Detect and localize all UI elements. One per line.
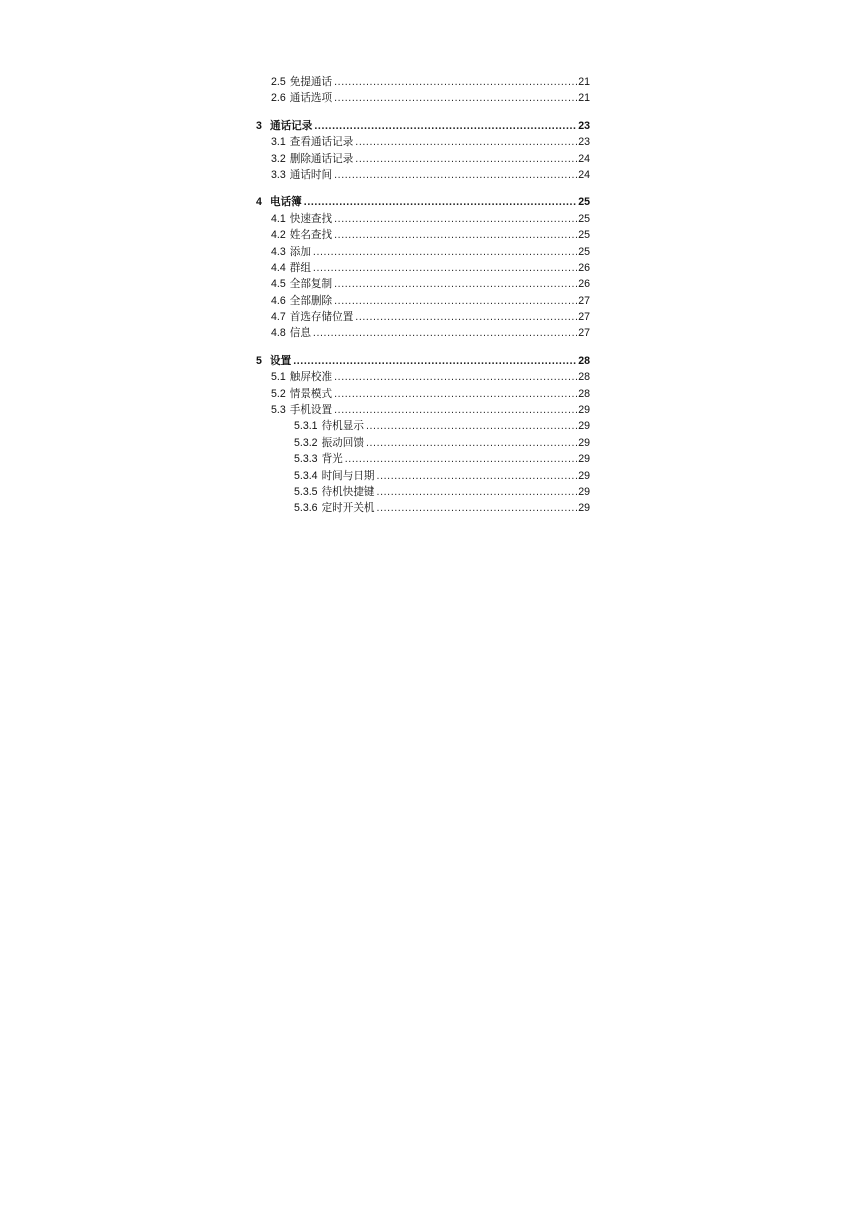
toc-entry-title: 免提通话 <box>289 76 333 88</box>
dot-leader <box>334 293 577 309</box>
toc-entry-number: 4.1 <box>271 212 286 225</box>
toc-entry-title: 手机设置 <box>289 404 333 417</box>
toc-entry-title: 全部复制 <box>289 278 333 291</box>
toc-entry[interactable] <box>256 369 590 385</box>
toc-entry-page-number: 25 <box>578 196 590 209</box>
toc-entry-title: 信息 <box>289 327 311 340</box>
toc-entry-number: 4.3 <box>271 245 286 258</box>
dot-leader <box>334 74 577 90</box>
toc-entry-title: 快速查找 <box>289 212 333 225</box>
toc-entry-title: 设置 <box>270 354 292 367</box>
toc-entry-page-number: 27 <box>578 294 590 307</box>
toc-entry[interactable] <box>256 468 590 484</box>
toc-entry-page-number: 28 <box>578 371 590 384</box>
toc-entry-page-number: 29 <box>578 420 590 433</box>
toc-entry-title: 删除通话记录 <box>289 152 354 165</box>
toc-entry-title: 背光 <box>321 453 343 466</box>
toc-entry-page-number: 28 <box>578 354 590 367</box>
dot-leader <box>334 227 577 243</box>
toc-entry-number: 4 <box>256 196 262 209</box>
toc-entry-title: 查看通话记录 <box>289 136 354 149</box>
toc-entry-page-number: 29 <box>578 469 590 482</box>
toc-entry-page-number: 27 <box>578 311 590 324</box>
toc-entry-page-number: 21 <box>578 76 590 88</box>
toc-section <box>256 74 590 107</box>
dot-leader <box>377 468 578 484</box>
toc-entry-page-number: 27 <box>578 327 590 340</box>
toc-entry[interactable] <box>256 167 590 183</box>
toc-entry-number: 2.6 <box>271 92 286 105</box>
toc-entry-title: 定时开关机 <box>321 502 375 515</box>
toc-entry-number: 4.6 <box>271 294 286 307</box>
dot-leader <box>366 418 577 434</box>
toc-entry-number: 5.3.1 <box>294 420 318 433</box>
toc-entry[interactable] <box>256 74 590 90</box>
toc-entry-number: 5.1 <box>271 371 286 384</box>
toc-entry-page-number: 29 <box>578 436 590 449</box>
dot-leader <box>355 134 577 150</box>
toc-entry-page-number: 25 <box>578 245 590 258</box>
toc-entry-title: 通话时间 <box>289 168 333 181</box>
toc-entry-title: 通话选项 <box>289 92 333 105</box>
dot-leader <box>334 402 577 418</box>
toc-entry[interactable] <box>256 451 590 467</box>
toc-entry-title: 电话簿 <box>270 196 302 209</box>
toc-entry-title: 姓名查找 <box>289 229 333 242</box>
toc-entry-number: 3 <box>256 119 262 132</box>
toc-entry-title: 添加 <box>289 245 311 258</box>
toc-entry-page-number: 25 <box>578 212 590 225</box>
toc-chapter-entry[interactable] <box>256 353 590 369</box>
toc-entry-number: 4.2 <box>271 229 286 242</box>
toc-entry[interactable] <box>256 500 590 516</box>
toc-entry-number: 5.3.6 <box>294 502 318 515</box>
toc-entry-number: 5.3 <box>271 404 286 417</box>
toc-entry[interactable] <box>256 227 590 243</box>
toc-entry-page-number: 29 <box>578 453 590 466</box>
toc-entry-page-number: 26 <box>578 278 590 291</box>
dot-leader <box>313 244 577 260</box>
toc-section <box>256 118 590 184</box>
dot-leader <box>334 90 577 106</box>
toc-entry[interactable] <box>256 276 590 292</box>
toc-entry-title: 群组 <box>289 261 311 274</box>
toc-entry[interactable] <box>256 260 590 276</box>
dot-leader <box>313 325 577 341</box>
toc-entry-title: 情景模式 <box>289 387 333 400</box>
toc-entry-page-number: 29 <box>578 502 590 515</box>
dot-leader <box>355 151 577 167</box>
dot-leader <box>334 386 577 402</box>
toc-entry-title: 待机显示 <box>321 420 364 433</box>
toc-entry-page-number: 29 <box>578 404 590 417</box>
dot-leader <box>377 484 578 500</box>
toc-entry-number: 5.3.3 <box>294 453 318 466</box>
toc-entry-title: 通话记录 <box>270 119 313 132</box>
toc-entry-page-number: 23 <box>578 136 590 149</box>
toc-entry-page-number: 29 <box>578 485 590 498</box>
toc-entry-number: 3.3 <box>271 168 286 181</box>
toc-entry-number: 5 <box>256 354 262 367</box>
toc-entry[interactable] <box>256 211 590 227</box>
dot-leader <box>334 276 577 292</box>
toc-entry[interactable] <box>256 134 590 150</box>
dot-leader <box>355 309 577 325</box>
dot-leader <box>377 500 578 516</box>
toc-entry-title: 首选存储位置 <box>289 311 354 324</box>
toc-entry-number: 5.3.5 <box>294 485 318 498</box>
dot-leader <box>313 260 577 276</box>
toc-entry-number: 5.3.4 <box>294 469 318 482</box>
toc-entry-page-number: 28 <box>578 387 590 400</box>
toc-entry-page-number: 26 <box>578 261 590 274</box>
toc-section <box>256 353 590 517</box>
toc-entry-number: 4.8 <box>271 327 286 340</box>
toc-entry-number: 4.4 <box>271 261 286 274</box>
toc-entry[interactable] <box>256 418 590 434</box>
toc-entry-number: 5.3.2 <box>294 436 318 449</box>
toc-entry-number: 4.5 <box>271 278 286 291</box>
toc-entry-number: 4.7 <box>271 311 286 324</box>
toc-entry[interactable] <box>256 293 590 309</box>
toc-entry[interactable] <box>256 244 590 260</box>
toc-chapter-entry[interactable] <box>256 118 590 134</box>
toc-entry-number: 3.1 <box>271 136 286 149</box>
toc-entry[interactable] <box>256 386 590 402</box>
toc-entry-title: 振动回馈 <box>321 436 364 449</box>
toc-entry[interactable] <box>256 90 590 106</box>
toc-section <box>256 194 590 342</box>
dot-leader <box>304 194 577 210</box>
dot-leader <box>345 451 577 467</box>
toc-entry[interactable] <box>256 402 590 418</box>
toc-entry[interactable] <box>256 151 590 167</box>
toc-entry[interactable] <box>256 325 590 341</box>
toc-entry[interactable] <box>256 484 590 500</box>
dot-leader <box>334 369 577 385</box>
table-of-contents <box>256 74 590 528</box>
toc-entry-number: 3.2 <box>271 152 286 165</box>
toc-entry-page-number: 21 <box>578 92 590 105</box>
toc-entry-number: 5.2 <box>271 387 286 400</box>
dot-leader <box>366 435 577 451</box>
toc-entry[interactable] <box>256 309 590 325</box>
toc-entry-title: 触屏校准 <box>289 371 333 384</box>
toc-entry-title: 全部删除 <box>289 294 333 307</box>
toc-entry-page-number: 25 <box>578 229 590 242</box>
toc-entry-page-number: 24 <box>578 168 590 181</box>
dot-leader <box>334 211 577 227</box>
toc-chapter-entry[interactable] <box>256 194 590 210</box>
toc-entry-page-number: 23 <box>578 119 590 132</box>
dot-leader <box>334 167 577 183</box>
toc-entry-title: 时间与日期 <box>321 469 375 482</box>
toc-entry[interactable] <box>256 435 590 451</box>
dot-leader <box>293 353 577 369</box>
toc-entry-number: 2.5 <box>271 76 286 88</box>
dot-leader <box>314 118 577 134</box>
toc-entry-title: 待机快捷键 <box>321 485 375 498</box>
toc-entry-page-number: 24 <box>578 152 590 165</box>
